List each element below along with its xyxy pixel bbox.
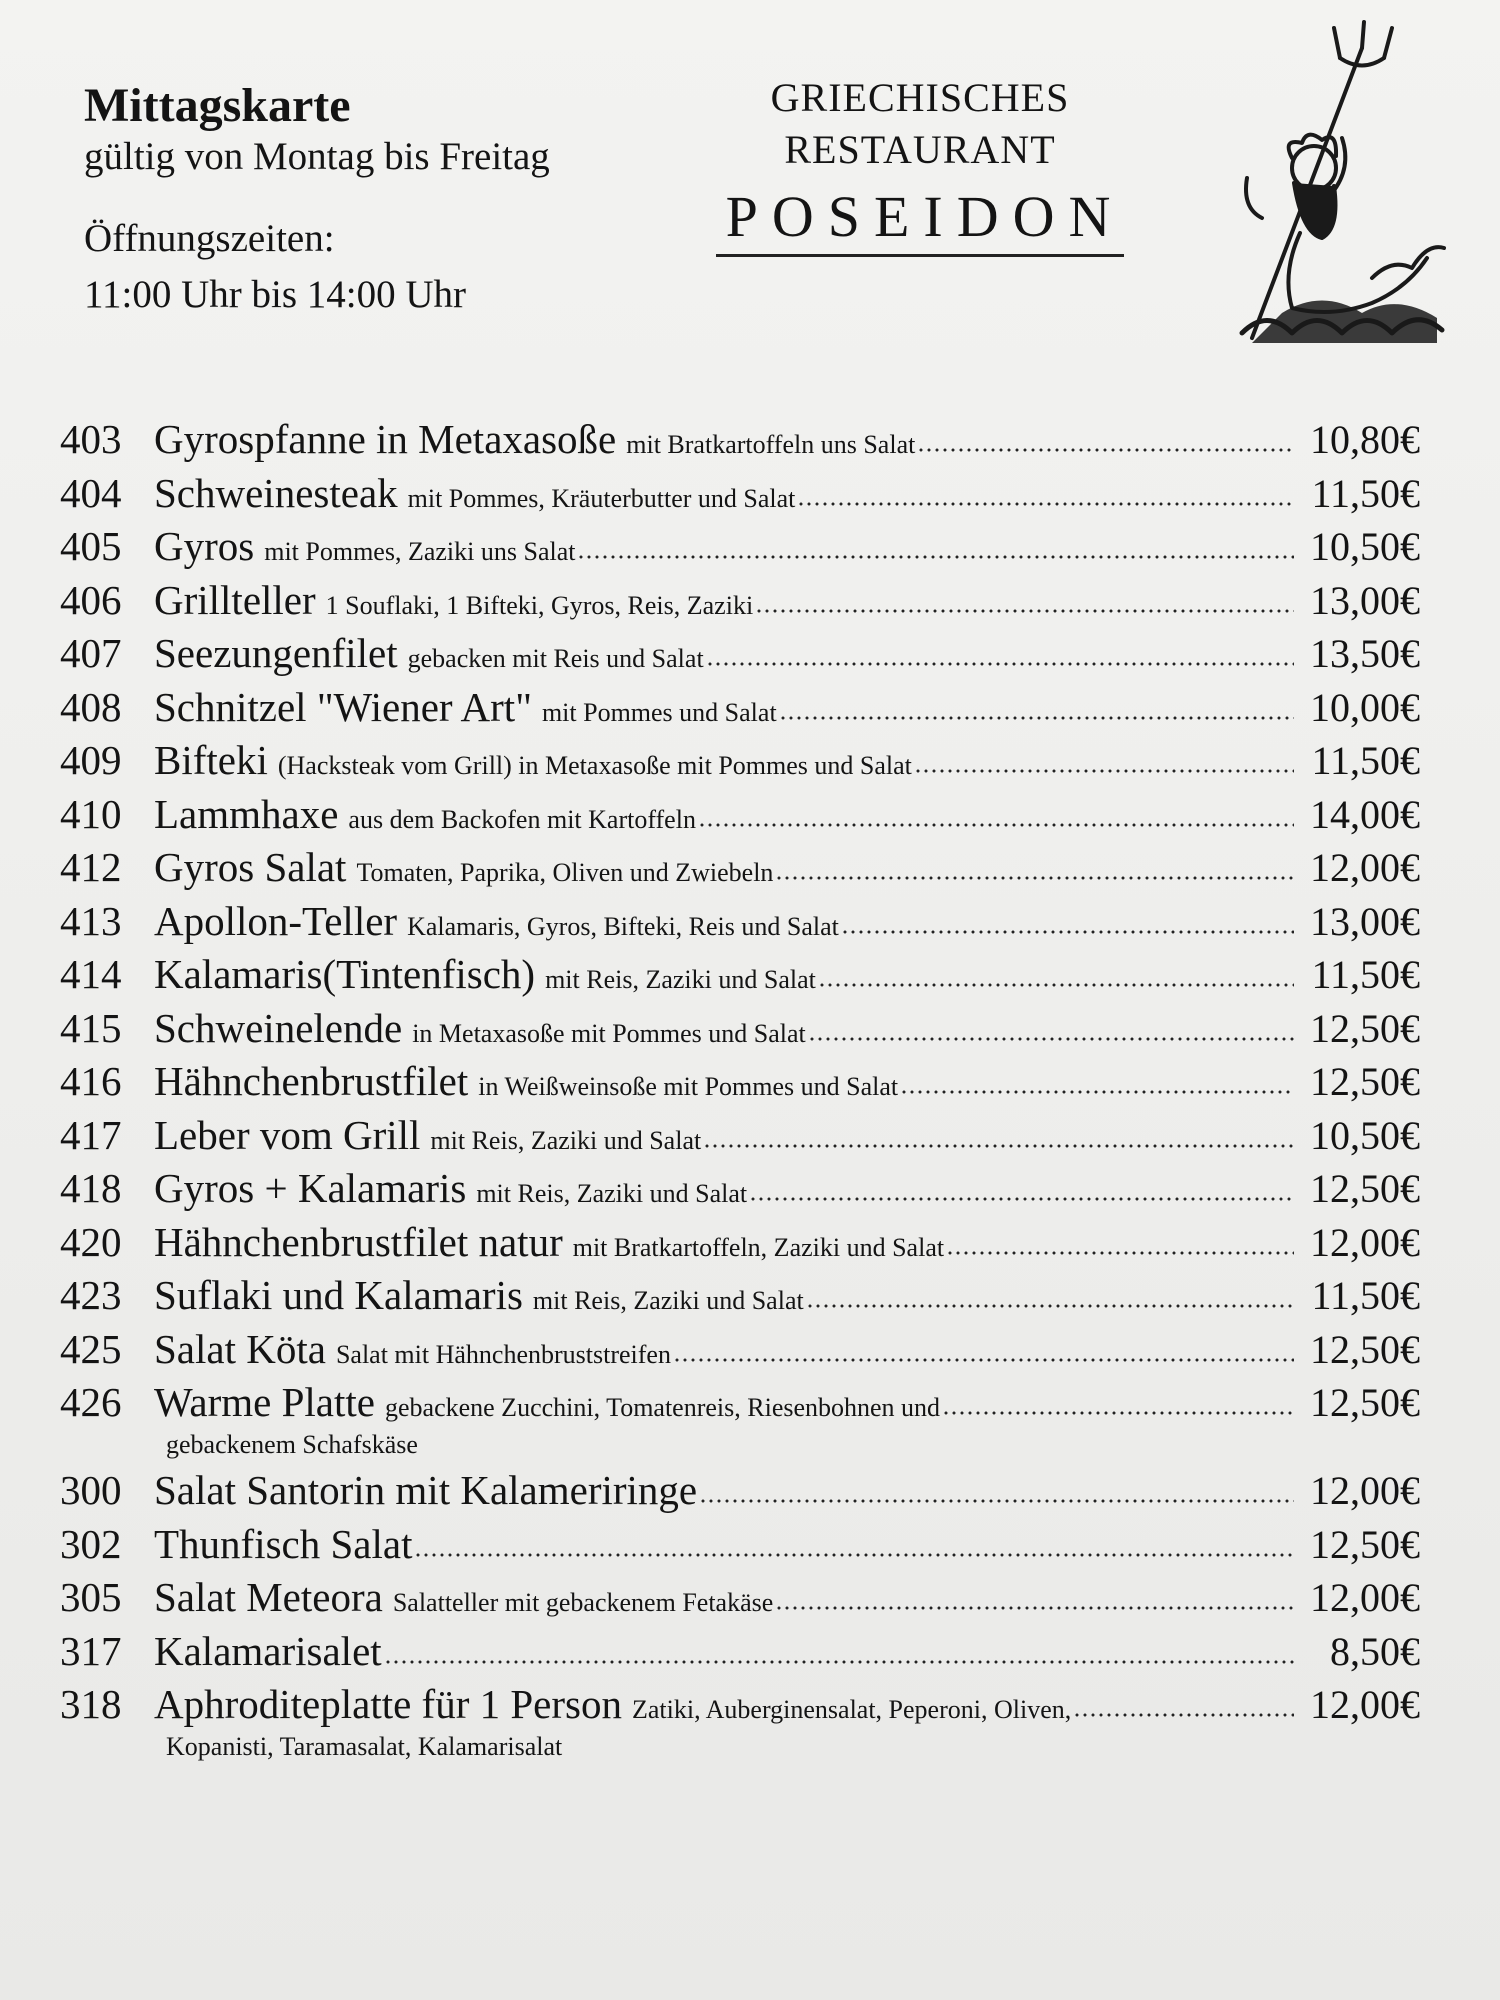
- menu-item: [60, 522, 1420, 576]
- menu-item-price: 12,00€: [1310, 1219, 1420, 1265]
- menu-item: [60, 1520, 1420, 1574]
- menu-item: [60, 736, 1420, 790]
- menu-item-description: Kalamaris, Gyros, Bifteki, Reis und Salat: [407, 911, 839, 941]
- menu-item: [60, 1466, 1420, 1520]
- menu-item-price: 10,00€: [1310, 684, 1420, 730]
- menu-item-name: Suflaki und Kalamaris: [154, 1272, 523, 1318]
- menu-item-row: [60, 1520, 1420, 1574]
- dot-leader: [806, 1303, 1294, 1309]
- menu-item: [60, 469, 1420, 523]
- menu-item-name: Schnitzel "Wiener Art": [154, 683, 532, 730]
- menu-item-description: Zatiki, Auberginensalat, Peperoni, Oliven,: [631, 1695, 1072, 1724]
- menu-item-description-continued: gebackenem Schafskäse: [166, 1430, 418, 1459]
- menu-item-number: 418: [60, 1165, 122, 1211]
- menu-item-number: 420: [60, 1218, 122, 1265]
- menu-item: [60, 1378, 1420, 1466]
- menu-item-name: Thunfisch Salat: [154, 1520, 413, 1567]
- menu-item: [60, 683, 1420, 737]
- menu-item-name: Aphroditeplatte für 1 Person: [154, 1681, 622, 1727]
- menu-item-description: gebacken mit Reis und Salat: [407, 644, 704, 673]
- menu-item-name: Salat Meteora: [154, 1574, 383, 1620]
- menu-item-row: [60, 1004, 1420, 1058]
- menu-item-number: 302: [60, 1520, 122, 1567]
- dot-leader: [914, 768, 1294, 774]
- menu-item-name: Seezungenfilet: [154, 630, 398, 676]
- menu-item-price: 13,00€: [1310, 577, 1420, 623]
- menu-item-row: [60, 1573, 1420, 1627]
- dot-leader: [706, 661, 1294, 667]
- menu-item-number: 318: [60, 1681, 122, 1727]
- menu-item: [60, 843, 1420, 897]
- menu-item: [60, 1057, 1420, 1111]
- menu-item-name: Schweinelende: [154, 1004, 403, 1051]
- menu-item-description: 1 Souflaki, 1 Bifteki, Gyros, Reis, Zaziki: [325, 590, 754, 620]
- menu-item-price: 12,50€: [1310, 1166, 1420, 1211]
- menu-title: Mittagskarte: [84, 79, 351, 132]
- menu-item-description: mit Bratkartoffeln, Zaziki und Salat: [572, 1232, 945, 1262]
- menu-item-row: [60, 683, 1420, 737]
- menu-item-name: Salat Santorin mit Kalameriringe: [154, 1467, 698, 1513]
- menu-item-row: [60, 1466, 1420, 1520]
- dot-leader: [698, 822, 1294, 828]
- menu-item-name: Kalamarisalet: [154, 1627, 382, 1674]
- menu-item-description: Tomaten, Paprika, Oliven und Zwiebeln: [356, 858, 774, 887]
- menu-item-name: Hähnchenbrustfilet: [154, 1058, 469, 1104]
- menu-item-row: [60, 736, 1420, 790]
- menu-item-description: mit Reis, Zaziki und Salat: [545, 965, 816, 994]
- menu-item-price: 10,50€: [1310, 1112, 1420, 1158]
- opening-hours-value: 11:00 Uhr bis 14:00 Uhr: [84, 273, 467, 316]
- menu-item-number: 305: [60, 1574, 122, 1620]
- menu-item-number: 413: [60, 897, 122, 944]
- menu-item-number: 404: [60, 469, 122, 516]
- menu-item-description: mit Reis, Zaziki und Salat: [532, 1286, 804, 1315]
- menu-item-number: 425: [60, 1325, 122, 1372]
- menu-item-description: mit Pommes, Kräuterbutter und Salat: [407, 483, 796, 513]
- menu-item-number: 415: [60, 1004, 122, 1051]
- menu-item-price: 12,50€: [1310, 1380, 1420, 1425]
- menu-item-description: mit Bratkartoffeln uns Salat: [626, 430, 916, 459]
- restaurant-type-line1: GRIECHISCHES: [770, 75, 1070, 120]
- menu-item-price: 12,00€: [1310, 1682, 1420, 1727]
- menu-item: [60, 1325, 1420, 1379]
- menu-item-name: Apollon-Teller: [154, 897, 398, 944]
- menu-item-price: 11,50€: [1311, 1273, 1420, 1318]
- dot-leader: [699, 1498, 1294, 1504]
- menu-item-row: [60, 1271, 1420, 1325]
- menu-validity: gültig von Montag bis Freitag: [84, 135, 550, 178]
- menu-item-number: 412: [60, 844, 122, 890]
- menu-item-number: 426: [60, 1379, 122, 1425]
- menu-item-price: 12,50€: [1310, 1005, 1420, 1051]
- menu-item-description: (Hacksteak vom Grill) in Metaxasoße mit Pommes und Salat: [277, 751, 912, 780]
- menu-item-name: Bifteki: [154, 737, 268, 783]
- menu-item: [60, 1218, 1420, 1272]
- menu-item-row: [60, 1325, 1420, 1379]
- dot-leader: [414, 1552, 1294, 1558]
- menu-item-description: mit Pommes, Zaziki uns Salat: [264, 537, 576, 566]
- dot-leader: [1073, 1712, 1294, 1718]
- menu-item-name: Gyros + Kalamaris: [154, 1165, 467, 1211]
- menu-item: [60, 629, 1420, 683]
- menu-item-number: 410: [60, 790, 122, 837]
- dot-leader: [775, 1605, 1294, 1611]
- opening-hours-label: Öffnungszeiten:: [84, 217, 335, 260]
- menu-item-price: 11,50€: [1311, 738, 1420, 783]
- dot-leader: [384, 1659, 1294, 1665]
- restaurant-type-line2: RESTAURANT: [784, 127, 1056, 172]
- menu-item-number: 417: [60, 1111, 122, 1158]
- menu-item-row: [60, 469, 1420, 523]
- dot-leader: [749, 1196, 1294, 1202]
- menu-item-name: Leber vom Grill: [154, 1111, 421, 1158]
- menu-item: [60, 576, 1420, 630]
- menu-item-name: Kalamaris(Tintenfisch): [154, 951, 536, 997]
- menu-item-description: Salatteller mit gebackenem Fetakäse: [392, 1588, 774, 1617]
- menu-item-price: 11,50€: [1311, 470, 1420, 516]
- menu-item-price: 14,00€: [1310, 791, 1420, 837]
- menu-item-description: in Metaxasoße mit Pommes und Salat: [412, 1018, 806, 1048]
- menu-item-row: [60, 522, 1420, 576]
- menu-item-price: 13,50€: [1310, 631, 1420, 676]
- dot-leader: [808, 1036, 1294, 1042]
- menu-item-row: [60, 1680, 1420, 1734]
- menu-item: [60, 1164, 1420, 1218]
- menu-item-description-continued: Kopanisti, Taramasalat, Kalamarisalat: [166, 1732, 563, 1761]
- menu-item-row: [60, 897, 1420, 951]
- menu-item-row: [60, 843, 1420, 897]
- dot-leader: [946, 1250, 1294, 1256]
- menu-item-name: Schweinesteak: [154, 469, 398, 516]
- menu-item-price: 12,00€: [1310, 845, 1420, 890]
- menu-item-price: 12,00€: [1310, 1468, 1420, 1513]
- menu-item-description: mit Reis, Zaziki und Salat: [476, 1179, 748, 1208]
- menu-item: [60, 897, 1420, 951]
- dot-leader: [673, 1357, 1294, 1363]
- menu-item: [60, 415, 1420, 469]
- menu-item-name: Gyros Salat: [154, 844, 347, 890]
- menu-item-description: Salat mit Hähnchenbruststreifen: [335, 1339, 671, 1369]
- dot-leader: [775, 875, 1294, 881]
- dot-leader: [577, 554, 1294, 560]
- menu-item-row: [60, 1164, 1420, 1218]
- menu-item-row: [60, 629, 1420, 683]
- menu-item-row: [60, 1057, 1420, 1111]
- dot-leader: [900, 1089, 1294, 1095]
- menu-item-name: Salat Köta: [154, 1325, 326, 1372]
- menu-item-price: 8,50€: [1330, 1628, 1420, 1674]
- menu-item-number: 405: [60, 523, 122, 569]
- menu-item-row: [60, 576, 1420, 630]
- restaurant-name: POSEIDON: [716, 186, 1125, 257]
- menu-item-number: 407: [60, 630, 122, 676]
- dot-leader: [818, 982, 1294, 988]
- menu-item-name: Grillteller: [154, 576, 316, 623]
- dot-leader: [755, 608, 1294, 614]
- menu-item-price: 12,50€: [1310, 1326, 1420, 1372]
- menu-item-name: Lammhaxe: [154, 790, 339, 837]
- dot-leader: [797, 501, 1294, 507]
- menu-item-row: [60, 415, 1420, 469]
- dot-leader: [917, 447, 1294, 453]
- menu-item-number: 406: [60, 576, 122, 623]
- menu-item-number: 317: [60, 1627, 122, 1674]
- menu-item-name: Gyrospfanne in Metaxasoße: [154, 416, 617, 462]
- dot-leader: [779, 715, 1294, 721]
- menu-item-name: Gyros: [154, 523, 255, 569]
- menu-item-row: [60, 1627, 1420, 1681]
- restaurant-branding: [670, 72, 1170, 257]
- menu-item-price: 13,00€: [1310, 898, 1420, 944]
- menu-item-name: Hähnchenbrustfilet natur: [154, 1218, 563, 1265]
- menu-item-number: 414: [60, 951, 122, 997]
- dot-leader: [703, 1143, 1294, 1149]
- menu-item-price: 12,00€: [1310, 1575, 1420, 1620]
- menu-item-row: [60, 950, 1420, 1004]
- menu-item-description: gebackene Zucchini, Tomatenreis, Riesenbohnen und: [384, 1393, 941, 1422]
- menu-item: [60, 1627, 1420, 1681]
- menu-item-number: 416: [60, 1058, 122, 1104]
- menu-item: [60, 790, 1420, 844]
- menu-item-name: Warme Platte: [154, 1379, 375, 1425]
- menu-items-list: [60, 415, 1420, 1768]
- menu-item-price: 12,50€: [1310, 1521, 1420, 1567]
- menu-item-row: [60, 1111, 1420, 1165]
- menu-item-price: 12,50€: [1310, 1059, 1420, 1104]
- menu-item-description: mit Pommes und Salat: [541, 697, 777, 727]
- dot-leader: [841, 929, 1294, 935]
- menu-item-price: 10,80€: [1310, 417, 1420, 462]
- menu-item: [60, 1111, 1420, 1165]
- dot-leader: [942, 1410, 1294, 1416]
- menu-item: [60, 1004, 1420, 1058]
- menu-item-number: 300: [60, 1467, 122, 1513]
- menu-item-number: 423: [60, 1272, 122, 1318]
- menu-item: [60, 1680, 1420, 1768]
- menu-item: [60, 1573, 1420, 1627]
- menu-item-number: 409: [60, 737, 122, 783]
- menu-item-price: 11,50€: [1311, 952, 1420, 997]
- menu-item-number: 408: [60, 683, 122, 730]
- menu-item: [60, 1271, 1420, 1325]
- menu-item-number: 403: [60, 416, 122, 462]
- menu-item-description: aus dem Backofen mit Kartoffeln: [348, 804, 696, 834]
- menu-header: [84, 78, 684, 318]
- menu-item-row: [60, 790, 1420, 844]
- menu-item-row: [60, 1218, 1420, 1272]
- poseidon-trident-icon: [1222, 18, 1457, 348]
- menu-item-row: [60, 1378, 1420, 1432]
- menu-item-price: 10,50€: [1310, 524, 1420, 569]
- menu-item-description: mit Reis, Zaziki und Salat: [430, 1125, 702, 1155]
- menu-item: [60, 950, 1420, 1004]
- menu-item-description: in Weißweinsoße mit Pommes und Salat: [478, 1072, 899, 1101]
